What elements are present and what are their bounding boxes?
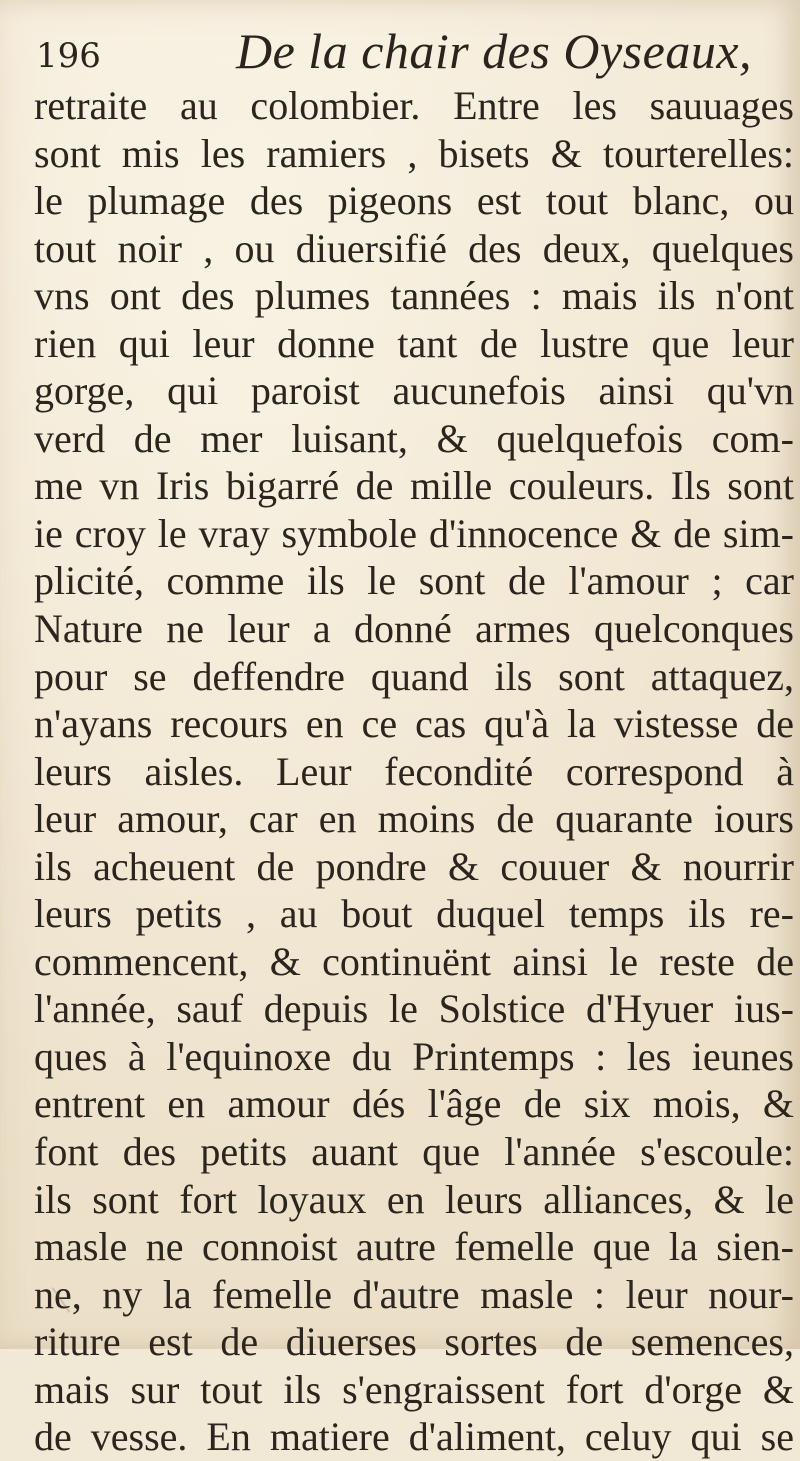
text-line: ie croy le vray symbole d'innocence & de sim- [34, 510, 794, 556]
page-header [36, 14, 776, 84]
text-line: ils acheuent de pondre & couuer & nourrir [34, 843, 794, 889]
text-line: ne, ny la femelle d'autre masle : leur nour- [34, 1271, 794, 1317]
text-line: plicité, comme ils le sont de l'amour ; car [34, 558, 794, 604]
text-line: retraite au colombier. Entre les sauuages [34, 83, 794, 128]
body-text [34, 82, 794, 1461]
text-line: font des petits auant que l'année s'escoule: [34, 1129, 794, 1175]
text-line: commencent, & continuënt ainsi le reste de [34, 938, 794, 984]
text-line: de vesse. En matiere d'aliment, celuy qui se [34, 1414, 794, 1460]
text-line: masle ne connoist autre femelle que la sien- [34, 1224, 794, 1270]
text-line: n'ayans recours en ce cas qu'à la vistesse de [34, 701, 794, 747]
text-line: entrent en amour dés l'âge de six mois, & [34, 1081, 794, 1127]
text-line: riture est de diuerses sortes de semences, [34, 1319, 794, 1365]
text-line: le plumage des pigeons est tout blanc, ou [34, 178, 794, 224]
text-line: verd de mer luisant, & quelquefois com- [34, 415, 794, 461]
text-line: vns ont des plumes tannées : mais ils n'ont [34, 273, 794, 319]
text-line: gorge, qui paroist aucunefois ainsi qu'vn [34, 368, 794, 414]
text-line: mais sur tout ils s'engraissent fort d'orge & [34, 1366, 794, 1412]
text-line: me vn Iris bigarré de mille couleurs. Ils sont [34, 463, 794, 509]
text-line: leur amour, car en moins de quarante iours [34, 796, 794, 842]
text-line: rien qui leur donne tant de lustre que leur [34, 320, 794, 366]
text-line: pour se deffendre quand ils sont attaquez, [34, 653, 794, 699]
text-line: leurs petits , au bout duquel temps ils re- [34, 891, 794, 937]
text-line: Nature ne leur a donné armes quelconques [34, 606, 794, 652]
text-line: tout noir , ou diuersifié des deux, quelques [34, 225, 794, 271]
text-line: ques à l'equinoxe du Printemps : les ieunes [34, 1033, 794, 1079]
running-head: De la chair des Oyseaux, [236, 23, 753, 79]
text-line: leurs aisles. Leur fecondité correspond à [34, 748, 794, 794]
page-number: 196 [36, 36, 101, 76]
text-line: l'année, sauf depuis le Solstice d'Hyuer ius- [34, 986, 794, 1032]
text-line: sont mis les ramiers , bisets & tourterelles: [34, 130, 794, 176]
text-line: ils sont fort loyaux en leurs alliances, & le [34, 1176, 794, 1222]
